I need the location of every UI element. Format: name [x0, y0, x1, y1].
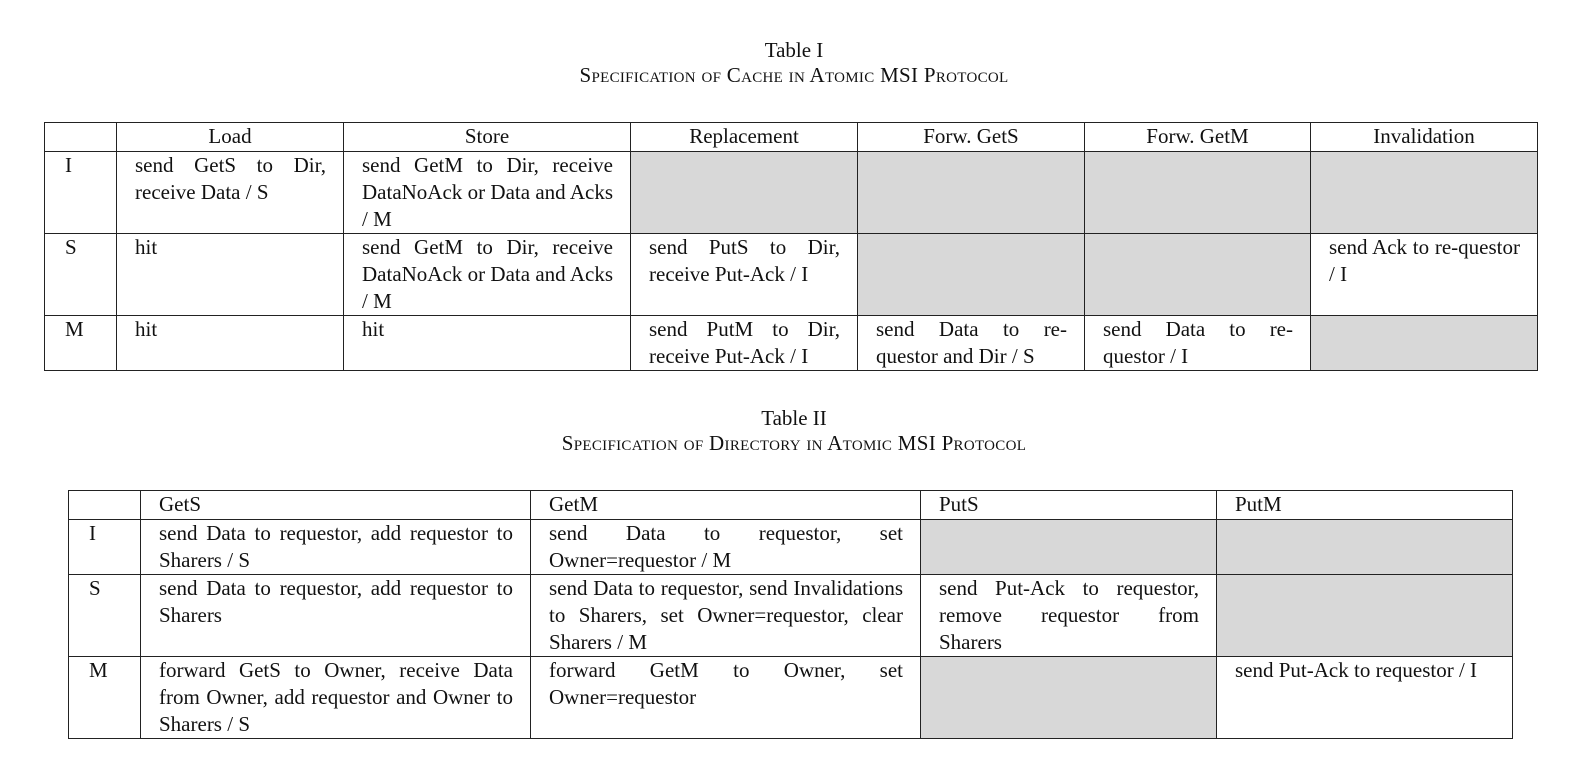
table-cell: send Put-Ack to requestor, remove requestor from Sharers	[921, 575, 1217, 657]
table1-caption	[0, 38, 1588, 88]
table-row	[69, 520, 1513, 575]
column-header: Replacement	[631, 123, 858, 152]
table-cell: send GetM to Dir, receive DataNoAck or Data and Acks / M	[344, 152, 631, 234]
table1-title: Specification of Cache in Atomic MSI Protocol	[579, 63, 1009, 87]
shaded-cell	[921, 657, 1217, 739]
table1-label: Table I	[764, 38, 824, 62]
shaded-cell	[1085, 234, 1311, 316]
column-header: Load	[117, 123, 344, 152]
column-header: Invalidation	[1311, 123, 1538, 152]
shaded-cell	[1085, 152, 1311, 234]
table-cell: send GetS to Dir, receive Data / S	[117, 152, 344, 234]
state-label: M	[45, 316, 117, 371]
table-cell: send Data to requestor, add requestor to Sharers / S	[141, 520, 531, 575]
column-header: GetM	[531, 491, 921, 520]
table2-title: Specification of Directory in Atomic MSI Protocol	[561, 431, 1027, 455]
table-cell: send PutM to Dir, receive Put-Ack / I	[631, 316, 858, 371]
table-cell: send GetM to Dir, receive DataNoAck or Data and Acks / M	[344, 234, 631, 316]
shaded-cell	[921, 520, 1217, 575]
table-cell: send Ack to re-questor / I	[1311, 234, 1538, 316]
table-cell: send Data to re-questor / I	[1085, 316, 1311, 371]
column-header: Forw. GetS	[858, 123, 1085, 152]
shaded-cell	[1217, 520, 1513, 575]
column-header: Forw. GetM	[1085, 123, 1311, 152]
state-label: I	[69, 520, 141, 575]
corner-cell	[69, 491, 141, 520]
column-header: Store	[344, 123, 631, 152]
shaded-cell	[1217, 575, 1513, 657]
table-cell: hit	[344, 316, 631, 371]
table-cell: send Data to requestor, send Invalidations to Sharers, set Owner=requestor, clear Sharers / M	[531, 575, 921, 657]
table-cell: send Put-Ack to requestor / I	[1217, 657, 1513, 739]
column-header: PutS	[921, 491, 1217, 520]
table-row	[45, 152, 1538, 234]
directory-spec-table	[68, 490, 1513, 739]
cache-spec-table	[44, 122, 1538, 371]
table2-label: Table II	[761, 406, 827, 430]
shaded-cell	[1311, 316, 1538, 371]
table-cell: forward GetM to Owner, set Owner=requestor	[531, 657, 921, 739]
table-cell: send Data to requestor, set Owner=requestor / M	[531, 520, 921, 575]
corner-cell	[45, 123, 117, 152]
state-label: S	[69, 575, 141, 657]
column-header: PutM	[1217, 491, 1513, 520]
table-cell: hit	[117, 316, 344, 371]
table2-caption	[0, 406, 1588, 456]
state-label: M	[69, 657, 141, 739]
table-cell: send Data to re-questor and Dir / S	[858, 316, 1085, 371]
shaded-cell	[858, 234, 1085, 316]
table-cell: hit	[117, 234, 344, 316]
table-cell: send Data to requestor, add requestor to Sharers	[141, 575, 531, 657]
table-header-row	[69, 491, 1513, 520]
table-header-row	[45, 123, 1538, 152]
table-cell: forward GetS to Owner, receive Data from Owner, add requestor and Owner to Sharers / S	[141, 657, 531, 739]
table-row	[45, 316, 1538, 371]
table-row	[69, 657, 1513, 739]
shaded-cell	[631, 152, 858, 234]
state-label: S	[45, 234, 117, 316]
table-row	[69, 575, 1513, 657]
state-label: I	[45, 152, 117, 234]
column-header: GetS	[141, 491, 531, 520]
shaded-cell	[1311, 152, 1538, 234]
table-row	[45, 234, 1538, 316]
table-cell: send PutS to Dir, receive Put-Ack / I	[631, 234, 858, 316]
shaded-cell	[858, 152, 1085, 234]
